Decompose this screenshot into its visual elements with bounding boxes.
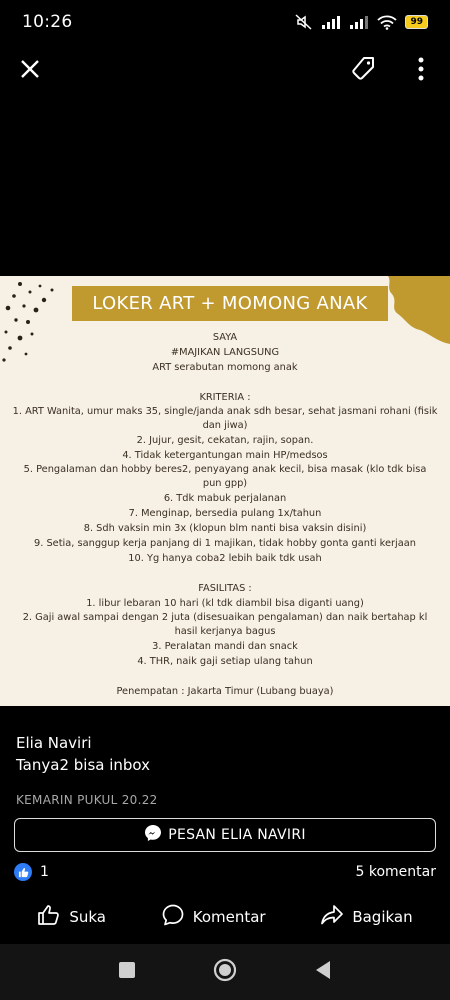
photo-toolbar	[0, 44, 450, 94]
share-icon	[320, 904, 344, 930]
share-button[interactable]	[320, 904, 412, 930]
poster-banner: LOKER ART + MOMONG ANAK	[72, 286, 388, 321]
battery-icon: 99	[405, 15, 428, 29]
like-reaction-icon[interactable]	[14, 863, 32, 881]
reaction-row	[14, 861, 436, 883]
status-time: 10:26	[22, 12, 73, 32]
criteria-title: KRITERIA :	[199, 392, 251, 403]
author-name[interactable]: Elia Naviri	[16, 734, 92, 752]
home-icon[interactable]	[213, 958, 237, 986]
criteria-item: 7. Menginap, bersedia pulang 1x/tahun	[128, 508, 322, 519]
share-label: Bagikan	[352, 908, 413, 926]
criteria-item: 8. Sdh vaksin min 3x (klopun blm nanti bisa vaksin disini)	[83, 523, 367, 534]
facility-item: 2. Gaji awal sampai dengan 2 juta (disesuaikan pengalaman) dan naik bertahap kl hasil kerjanya bagus	[22, 612, 428, 637]
back-icon[interactable]	[314, 960, 332, 984]
poster-intro-3: ART serabutan momong anak	[152, 362, 298, 373]
post-caption: Tanya2 bisa inbox	[16, 756, 151, 774]
status-icons	[295, 14, 428, 30]
like-button[interactable]	[37, 904, 106, 930]
mute-icon	[295, 14, 313, 30]
post-actions	[0, 900, 450, 934]
recent-apps-icon[interactable]	[118, 961, 136, 983]
poster-intro-1: SAYA	[212, 332, 238, 343]
system-nav-bar	[0, 944, 450, 1000]
facility-item: 4. THR, naik gaji setiap ulang tahun	[137, 656, 313, 667]
message-author-button[interactable]	[14, 818, 436, 852]
placement: Penempatan : Jakarta Timur (Lubang buaya)	[116, 686, 334, 697]
comment-button[interactable]	[161, 903, 266, 931]
criteria-item: 5. Pengalaman dan hobby beres2, penyayang anak kecil, bisa masak (klo tdk bisa pun gpp)	[23, 464, 427, 489]
poster-body	[8, 330, 442, 699]
wifi-icon	[377, 15, 397, 30]
facilities-title: FASILITAS :	[198, 583, 252, 594]
criteria-item: 1. ART Wanita, umur maks 35, single/janda anak sdh besar, sehat jasmani rohani (fisik dan jiwa)	[12, 406, 438, 431]
signal-icon-2	[349, 15, 369, 29]
comment-label: Komentar	[192, 908, 266, 926]
criteria-item: 2. Jujur, gesit, cekatan, rajin, sopan.	[136, 435, 314, 446]
criteria-item: 10. Yg hanya coba2 lebih baik tdk usah	[128, 553, 322, 564]
criteria-item: 6. Tdk mabuk perjalanan	[163, 493, 287, 504]
tag-icon[interactable]	[346, 52, 380, 86]
comment-count[interactable]: 5 komentar	[355, 864, 436, 880]
reaction-count[interactable]: 1	[40, 864, 49, 880]
facility-item: 1. libur lebaran 10 hari (kl tdk diambil bisa diganti uang)	[86, 598, 364, 609]
signal-icon	[321, 15, 341, 29]
messenger-icon	[144, 824, 162, 846]
status-bar	[0, 0, 450, 44]
criteria-item: 4. Tidak ketergantungan main HP/medsos	[122, 450, 328, 461]
message-button-label: PESAN ELIA NAVIRI	[168, 827, 306, 843]
close-icon[interactable]	[13, 52, 47, 86]
comment-icon	[161, 903, 185, 931]
facility-item: 3. Peralatan mandi dan snack	[152, 641, 298, 652]
criteria-item: 9. Setia, sanggup kerja panjang di 1 majikan, tidak hobby gonta ganti kerjaan	[34, 538, 416, 549]
post-photo[interactable]	[0, 276, 450, 706]
thumbs-up-icon	[37, 904, 61, 930]
like-label: Suka	[69, 908, 107, 926]
more-vertical-icon[interactable]	[404, 52, 438, 86]
poster-intro-2: #MAJIKAN LANGSUNG	[170, 347, 280, 358]
post-timestamp: KEMARIN PUKUL 20.22	[16, 793, 158, 807]
